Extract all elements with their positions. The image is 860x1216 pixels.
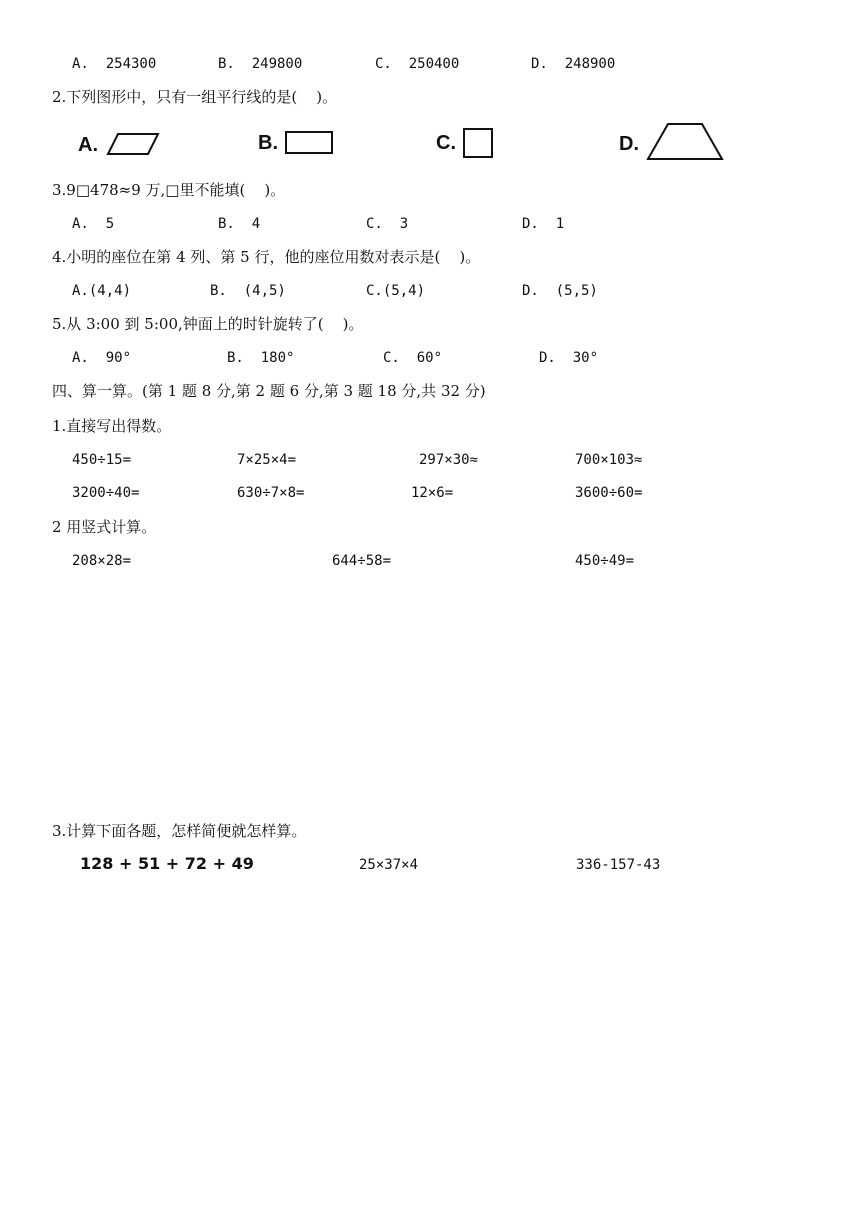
q4-option-c: C.(5,4): [366, 283, 426, 299]
q1-option-c: C. 250400: [375, 56, 460, 72]
vertical-calc-item: 644÷58=: [332, 553, 392, 569]
oral-calc-item: 700×103≈: [575, 452, 643, 468]
oral-calc-item: 3600÷60=: [575, 485, 643, 501]
oral-calc-item: 7×25×4=: [237, 452, 297, 468]
part3-title: 3.计算下面各题，怎样简便就怎样算。: [52, 822, 307, 840]
q5-stem: 5.从 3:00 到 5:00,钟面上的时针旋转了( )。: [52, 315, 364, 333]
section-title: 四、算一算。(第 1 题 8 分,第 2 题 6 分,第 3 题 18 分,共 32 分): [52, 382, 486, 400]
q5-option-d: D. 30°: [539, 350, 599, 366]
simplify-calc-item: 128 + 51 + 72 + 49: [80, 854, 254, 873]
q3-stem: 3.9□478≈9 万,□里不能填( )。: [52, 181, 286, 199]
q1-option-a: A. 254300: [72, 56, 157, 72]
q4-option-d: D. (5,5): [522, 283, 598, 299]
q3-option-a: A. 5: [72, 216, 115, 232]
simplify-calc-item: 25×37×4: [359, 857, 419, 873]
vertical-calc-item: 450÷49=: [575, 553, 635, 569]
oral-calc-item: 450÷15=: [72, 452, 132, 468]
part1-title: 1.直接写出得数。: [52, 417, 172, 435]
q1-option-b: B. 249800: [218, 56, 303, 72]
rectangle-icon: [285, 131, 335, 155]
oral-calc-item: 3200÷40=: [72, 485, 140, 501]
parallelogram-icon: [106, 132, 160, 156]
q3-option-c: C. 3: [366, 216, 409, 232]
vertical-calc-item: 208×28=: [72, 553, 132, 569]
q2-shape-label-b: B.: [258, 132, 278, 154]
q5-option-c: C. 60°: [383, 350, 443, 366]
q3-option-d: D. 1: [522, 216, 565, 232]
q5-option-a: A. 90°: [72, 350, 132, 366]
simplify-calc-item: 336-157-43: [576, 857, 661, 873]
trapezoid-icon: [646, 122, 724, 162]
q2-shape-label-c: C.: [436, 132, 456, 154]
q4-option-a: A.(4,4): [72, 283, 132, 299]
q5-option-b: B. 180°: [227, 350, 295, 366]
q2-shape-label-d: D.: [619, 133, 639, 155]
q4-stem: 4.小明的座位在第 4 列、第 5 行，他的座位用数对表示是( )。: [52, 248, 481, 266]
square-icon: [463, 128, 495, 160]
q2-stem: 2.下列图形中，只有一组平行线的是( )。: [52, 88, 338, 106]
part2-title: 2 用竖式计算。: [52, 518, 157, 536]
q3-option-b: B. 4: [218, 216, 261, 232]
oral-calc-item: 12×6=: [411, 485, 454, 501]
oral-calc-item: 630÷7×8=: [237, 485, 305, 501]
oral-calc-item: 297×30≈: [419, 452, 479, 468]
q4-option-b: B. (4,5): [210, 283, 286, 299]
q2-shape-label-a: A.: [78, 134, 98, 156]
q1-option-d: D. 248900: [531, 56, 616, 72]
